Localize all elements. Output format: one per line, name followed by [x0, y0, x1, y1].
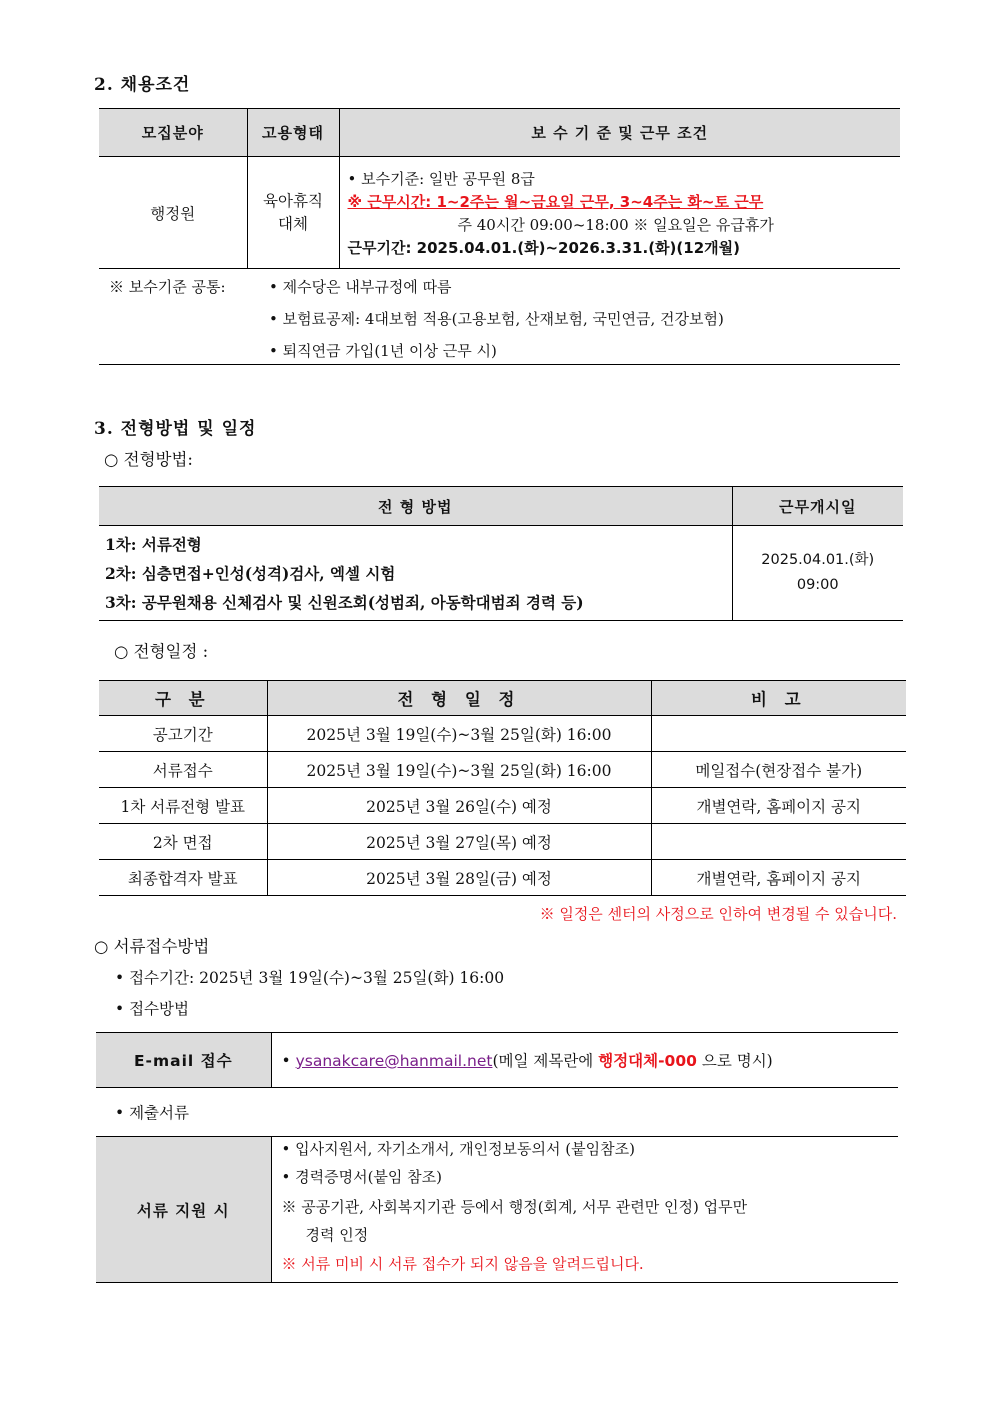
common-pay-notes	[99, 268, 900, 365]
schedule-category: 2차 면접	[99, 824, 267, 860]
common-note-1: • 제수당은 내부규정에 따름	[269, 278, 452, 296]
doc-item-1: • 입사지원서, 자기소개서, 개인정보동의서 (붙임참조)	[281, 1140, 635, 1158]
schedule-note: 개별연락, 홈페이지 공지	[651, 860, 906, 896]
schedule-date: 2025년 3월 27일(목) 예정	[267, 824, 651, 860]
schedule-note: 개별연락, 홈페이지 공지	[651, 788, 906, 824]
work-time: ※ 근무시간: 1~2주는 월~금요일 근무, 3~4주는 화~토 근무	[347, 192, 764, 211]
step-2: 2차: 심층면접+인성(성격)검사, 엑셀 시험	[105, 563, 396, 583]
schedule-date: 2025년 3월 19일(수)~3월 25일(화) 16:00	[267, 716, 651, 752]
documents-table	[96, 1136, 898, 1283]
apply-method: • 접수방법	[115, 1000, 189, 1018]
apply-period: • 접수기간: 2025년 3월 19일(수)~3월 25일(화) 16:00	[115, 969, 505, 987]
employ-type-line-2: 대체	[278, 214, 308, 233]
email-link[interactable]: ysanakcare@hanmail.net	[295, 1052, 493, 1070]
schedule-category: 공고기간	[99, 716, 267, 752]
table-row	[99, 824, 906, 860]
start-date-cell	[732, 526, 903, 621]
common-note-2: • 보험료공제: 4대보험 적용(고용보험, 산재보험, 국민연금, 건강보험)	[269, 310, 724, 328]
docs-cell	[271, 1137, 898, 1283]
schedule-header-date: 전 형 일 정	[267, 681, 651, 716]
employ-type-line-1: 육아휴직	[263, 191, 323, 210]
conditions-cell	[339, 157, 900, 269]
header-employ-type: 고용형태	[247, 109, 339, 157]
work-period: 근무기간: 2025.04.01.(화)~2026.3.31.(화)(12개월)	[347, 238, 740, 257]
email-subject: 행정대체-000	[598, 1052, 697, 1070]
email-post-text: 으로 명시)	[701, 1052, 773, 1070]
doc-item-2: • 경력증명서(붙임 참조)	[281, 1168, 442, 1186]
method-header: 전 형 방법	[99, 487, 732, 526]
field-cell: 행정원	[99, 157, 247, 269]
schedule-header-note: 비 고	[651, 681, 906, 716]
work-hours: 주 40시간 09:00~18:00 ※ 일요일은 유급휴가	[457, 215, 774, 234]
email-cell	[271, 1033, 898, 1088]
schedule-header-category: 구 분	[99, 681, 267, 716]
header-conditions: 보 수 기 준 및 근무 조건	[339, 109, 900, 157]
schedule-note	[651, 824, 906, 860]
email-table	[96, 1032, 898, 1088]
email-label: E-mail 접수	[96, 1033, 271, 1088]
schedule-category: 서류접수	[99, 752, 267, 788]
schedule-category: 1차 서류전형 발표	[99, 788, 267, 824]
start-time: 09:00	[796, 577, 839, 593]
employment-conditions-table	[99, 108, 900, 269]
section-3-title: 3. 전형방법 및 일정	[94, 419, 257, 439]
docs-title: • 제출서류	[115, 1104, 189, 1122]
schedule-table	[99, 680, 906, 896]
email-bullet: •	[281, 1052, 291, 1070]
section-2-title: 2. 채용조건	[94, 75, 191, 95]
selection-method-table	[99, 486, 903, 621]
schedule-date: 2025년 3월 28일(금) 예정	[267, 860, 651, 896]
step-1: 1차: 서류전형	[105, 534, 202, 554]
schedule-note: 메일접수(현장접수 불가)	[651, 752, 906, 788]
table-row	[99, 752, 906, 788]
doc-item-3: ※ 공공기관, 사회복지기관 등에서 행정(회계, 서무 관련만 인정) 업무만	[281, 1198, 748, 1216]
method-title: ○ 전형방법:	[104, 450, 193, 469]
apply-title: ○ 서류접수방법	[94, 937, 210, 956]
doc-item-4: 경력 인정	[305, 1226, 369, 1244]
docs-warning: ※ 서류 미비 시 서류 접수가 되지 않음을 알려드립니다.	[281, 1255, 644, 1273]
table-row	[99, 716, 906, 752]
step-3: 3차: 공무원채용 신체검사 및 신원조회(성범죄, 아동학대범죄 경력 등)	[105, 592, 584, 612]
schedule-title: ○ 전형일정 :	[114, 642, 209, 661]
email-pre-text: (메일 제목란에	[492, 1052, 594, 1070]
schedule-date: 2025년 3월 19일(수)~3월 25일(화) 16:00	[267, 752, 651, 788]
start-date: 2025.04.01.(화)	[761, 552, 875, 568]
pay-standard: • 보수기준: 일반 공무원 8급	[347, 169, 535, 188]
common-note-3: • 퇴직연금 가입(1년 이상 근무 시)	[269, 342, 497, 360]
schedule-note	[651, 716, 906, 752]
header-field: 모집분야	[99, 109, 247, 157]
table-row	[99, 788, 906, 824]
steps-cell	[99, 526, 732, 621]
docs-label: 서류 지원 시	[96, 1137, 271, 1283]
schedule-category: 최종합격자 발표	[99, 860, 267, 896]
common-label: ※ 보수기준 공통:	[109, 278, 226, 296]
schedule-change-note: ※ 일정은 센터의 사정으로 인하여 변경될 수 있습니다.	[539, 905, 897, 923]
schedule-date: 2025년 3월 26일(수) 예정	[267, 788, 651, 824]
employ-type-cell	[247, 157, 339, 269]
table-row	[99, 860, 906, 896]
start-header: 근무개시일	[732, 487, 903, 526]
